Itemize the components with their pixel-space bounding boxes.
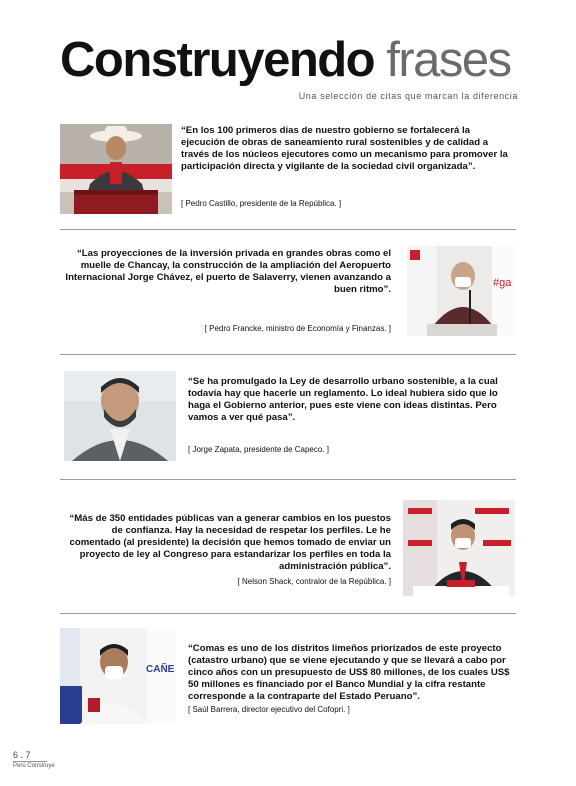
- photo-jorge-zapata-image: [64, 371, 176, 461]
- source-5: [ Saúl Barrera, director ejecutivo del Cofopri. ]: [188, 705, 350, 714]
- separator-3: [60, 479, 516, 480]
- photo-saul-barrera-image: [60, 628, 176, 724]
- separator-1: [60, 229, 516, 230]
- separator-2: [60, 354, 516, 355]
- quote-3: “Se ha promulgado la Ley de desarrollo urbano sostenible, a la cual todavía hay que hacerle un reglamento. Lo ideal hubiera sido que lo haga el Gobierno anterior, pues este viene con ideas distintas. Pero vamos a ver qué pasa”.: [188, 376, 498, 423]
- footer-rule: [13, 761, 47, 762]
- photo-pedro-castillo: [60, 124, 172, 214]
- magazine-name: Perú Construye: [13, 763, 55, 769]
- page-title: [60, 33, 511, 87]
- source-2: [ Pedro Francke, ministro de Economía y Finanzas. ]: [204, 324, 391, 333]
- title-word-1: Construyendo: [60, 33, 375, 87]
- backdrop-text-2: #ga: [493, 277, 512, 289]
- quote-5: “Comas es uno de los distritos limeños priorizados de este proyecto (catastro urbano) que se viene ejecutando y que se llevará a cabo por cinco años con un presupuesto de US$ 80 millones, de los cuales US$ 50 millones es financiado por el Banco Mundial y la cifra restante corresponde a la contraparte del Estado Peruano”.: [188, 643, 510, 702]
- photo-nelson-shack: [403, 500, 515, 596]
- quote-2: “Las proyecciones de la inversión privada en grandes obras como el muelle de Chancay, la construcción de la ampliación del Aeropuerto Internacional Jorge Chávez, el puerto de Salaverry, vienen avanzando a buen ritmo”.: [65, 248, 391, 295]
- backdrop-text-5: CAÑE: [146, 664, 175, 675]
- photo-pedro-francke: [407, 246, 515, 336]
- quote-4: “Más de 350 entidades públicas van a generar cambios en los puestos de confianza. Hay la necesidad de respetar los perfiles. Le he comentado (al presidente) la decisión que hemos tomado de enviar un proyecto de ley al Congreso para estandarizar los perfiles en toda la administración pública”.: [69, 513, 391, 572]
- photo-pedro-castillo-image: [60, 124, 172, 214]
- photo-nelson-shack-image: [403, 500, 515, 596]
- quote-1: “En los 100 primeros días de nuestro gobierno se fortalecerá la ejecución de obras de saneamiento rural sostenibles y de calidad a través de los núcleos ejecutores como un mecanismo para promover la participación directa y vigilante de la sociedad civil organizada”.: [181, 125, 508, 172]
- page-subtitle: Una selección de citas que marcan la diferencia: [298, 91, 518, 101]
- photo-jorge-zapata: [64, 371, 176, 461]
- title-word-2: frases: [386, 33, 511, 87]
- photo-pedro-francke-image: [407, 246, 515, 336]
- source-3: [ Jorge Zapata, presidente de Capeco. ]: [188, 445, 329, 454]
- source-4: [ Nelson Shack, contralor de la República. ]: [237, 577, 391, 586]
- source-1: [ Pedro Castillo, presidente de la República. ]: [181, 199, 342, 208]
- page-number: 6 . 7: [13, 750, 31, 760]
- photo-saul-barrera: [60, 628, 176, 724]
- separator-4: [60, 613, 516, 614]
